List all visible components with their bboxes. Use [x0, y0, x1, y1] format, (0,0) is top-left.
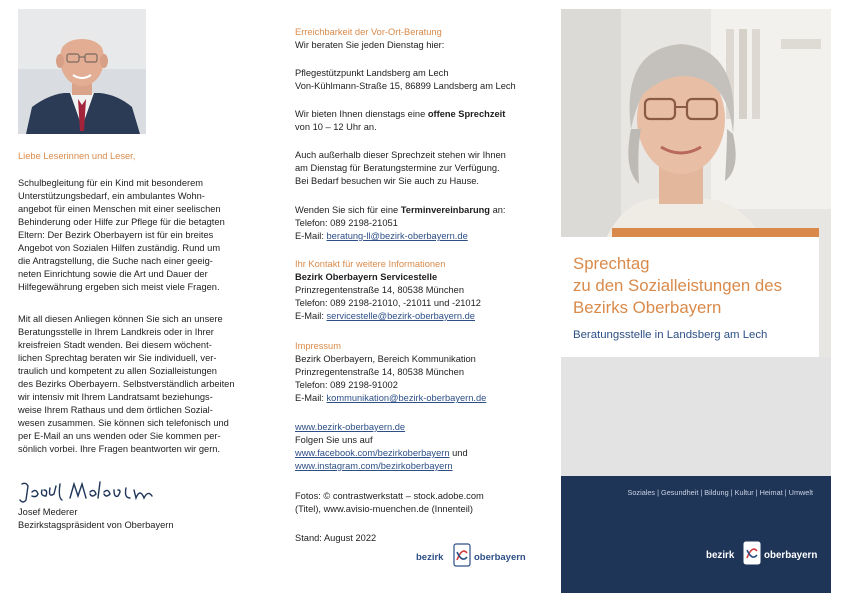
- contact-phone: Telefon: 089 2198-21010, -21011 und -21012: [295, 298, 481, 308]
- photo-credits-line: (Titel), www.avisio-muenchen.de (Innenteil): [295, 504, 473, 514]
- body-paragraph-line: traulich und kompetent zu allen Sozialleistungen: [18, 366, 217, 376]
- body-paragraph-line: per E-Mail an uns wenden oder Sie kommen per-: [18, 431, 221, 441]
- body-paragraph-line: weise Ihrem Rathaus und dem örtlichen Sozial-: [18, 405, 213, 415]
- email-label: E-Mail:: [295, 393, 327, 403]
- intro-paragraph-line: die Antragstellung, die Suche nach einer geeig-: [18, 256, 213, 266]
- signer-name: Josef Mederer: [18, 507, 78, 517]
- location-address: Von-Kühlmann-Straße 15, 86899 Landsberg am Lech: [295, 81, 516, 91]
- body-paragraph-line: kreisfreien Stadt wenden. Bei diesem wöchent-: [18, 340, 212, 350]
- intro-paragraph-line: Angebot von Sozialen Hilfen zuständig. Rund um: [18, 243, 221, 253]
- intro-paragraph-line: neten Einrichtung sowie die Art und Dauer der: [18, 269, 208, 279]
- outside-hours-line: Bei Bedarf besuchen wir Sie auch zu Hause.: [295, 176, 479, 186]
- contact-email-link[interactable]: servicestelle@bezirk-oberbayern.de: [326, 311, 475, 321]
- contact-name-bold: Bezirk Oberbayern Servicestelle: [295, 272, 438, 282]
- facebook-line: [295, 447, 468, 460]
- facebook-link[interactable]: www.facebook.com/bezirkoberbayern: [295, 448, 450, 458]
- body-paragraph-line: lichen Sprechtag beraten wir Sie individuell, ver-: [18, 353, 217, 363]
- orange-accent-bar: [612, 228, 819, 237]
- cover-title-line: zu den Sozialleistungen des: [573, 276, 782, 295]
- contact-name: [295, 271, 437, 284]
- reach-heading: Erreichbarkeit der Vor-Ort-Beratung: [295, 27, 442, 37]
- logo-left-text: bezirk: [706, 550, 735, 561]
- imprint-email-link[interactable]: kommunikation@bezirk-oberbayern.de: [326, 393, 487, 403]
- intro-paragraph-line: Behinderung oder Hilfe zur Pflege für die betagten: [18, 217, 225, 227]
- body-paragraph-line: Beratungsstelle in Ihrem Landkreis oder in Ihrer: [18, 327, 214, 337]
- bezirk-emblem-icon: [454, 544, 470, 566]
- body-paragraph-line: wesen zusammen. Sie können sich telefonisch und: [18, 418, 229, 428]
- photo-credits-line: Fotos: © contrastwerkstatt – stock.adobe.com: [295, 491, 484, 501]
- cover-footer: [561, 476, 831, 593]
- contact-heading: Ihr Kontakt für weitere Informationen: [295, 259, 446, 269]
- appointment-email-link[interactable]: beratung-ll@bezirk-oberbayern.de: [326, 231, 468, 241]
- status-date: Stand: August 2022: [295, 533, 377, 543]
- website-link[interactable]: www.bezirk-oberbayern.de: [295, 422, 406, 432]
- appointment-bold: Terminvereinbarung: [400, 205, 490, 215]
- cover-subtitle: Beratungsstelle in Landsberg am Lech: [573, 329, 768, 341]
- office-hours-time: von 10 – 12 Uhr an.: [295, 122, 377, 132]
- body-paragraph-line: Mit all diesen Anliegen können Sie sich an unsere: [18, 314, 223, 324]
- imprint-phone: Telefon: 089 2198-91002: [295, 380, 398, 390]
- outside-hours-line: Auch außerhalb dieser Sprechzeit stehen wir Ihnen: [295, 150, 506, 160]
- imprint-line: Bezirk Oberbayern, Bereich Kommunikation: [295, 354, 476, 364]
- logo-left-text: bezirk: [416, 552, 444, 563]
- cover-title-card: [561, 237, 819, 357]
- appointment-text: Wenden Sie sich für eine: [295, 205, 401, 215]
- office-hours-bold: offene Sprechzeit: [427, 109, 506, 119]
- cover-title-line: Sprechtag: [573, 254, 650, 273]
- office-hours-text: Wir bieten Ihnen dienstags eine: [295, 109, 428, 119]
- intro-paragraph-line: Unterstützungsbedarf, ein ambulantes Wohn-: [18, 191, 205, 201]
- appointment-email-line: [295, 230, 468, 243]
- signer-title: Bezirkstagspräsident von Oberbayern: [18, 520, 174, 530]
- body-paragraph-line: sönlich vorbei. Ihre Fragen beantworten wir gern.: [18, 444, 221, 454]
- logo-right-text: oberbayern: [474, 552, 526, 563]
- logo-right-text: oberbayern: [764, 550, 818, 561]
- portrait-photo: [18, 9, 146, 134]
- imprint-email-line: [295, 392, 486, 405]
- bezirk-emblem-icon: [744, 542, 760, 564]
- appointment-line: [295, 204, 506, 217]
- location-name: Pflegestützpunkt Landsberg am Lech: [295, 68, 449, 78]
- contact-email-line: [295, 310, 475, 323]
- cover-gray-band: [561, 357, 831, 476]
- instagram-link[interactable]: www.instagram.com/bezirkoberbayern: [295, 461, 453, 471]
- office-hours-line: [295, 108, 505, 121]
- outside-hours-line: am Dienstag für Beratungstermine zur Verfügung.: [295, 163, 500, 173]
- email-label: E-Mail:: [295, 231, 327, 241]
- intro-paragraph-line: Hilfegewährung ergeben sich meist viele Fragen.: [18, 282, 220, 292]
- contact-address: Prinzregentenstraße 14, 80538 München: [295, 285, 465, 295]
- reach-intro: Wir beraten Sie jeden Dienstag hier:: [295, 40, 445, 50]
- topic-tags: Soziales | Gesundheit | Bildung | Kultur | Heimat | Umwelt: [627, 488, 813, 497]
- imprint-line: Prinzregentenstraße 14, 80538 München: [295, 367, 465, 377]
- appointment-phone: Telefon: 089 2198-21051: [295, 218, 398, 228]
- follow-text: Folgen Sie uns auf: [295, 435, 373, 445]
- greeting: Liebe Leserinnen und Leser,: [18, 151, 136, 161]
- imprint-heading: Impressum: [295, 341, 341, 351]
- intro-paragraph-line: angebot für einen Menschen mit einer seelischen: [18, 204, 221, 214]
- inner-left-panel: [0, 0, 280, 595]
- body-paragraph-line: des Bezirks Oberbayern. Selbstverständlich arbeiten: [18, 379, 235, 389]
- bezirk-logo-small: [416, 541, 536, 576]
- intro-paragraph-line: Schulbegleitung für ein Kind mit besonderem: [18, 178, 204, 188]
- and-text: und: [449, 448, 468, 458]
- body-paragraph-line: wir intensiv mit Ihrem Landratsamt beziehungs-: [18, 392, 213, 402]
- intro-paragraph-line: Eltern: Der Bezirk Oberbayern ist für ein breites: [18, 230, 214, 240]
- bezirk-logo-large: [706, 539, 826, 574]
- email-label: E-Mail:: [295, 311, 327, 321]
- appointment-post: an:: [489, 205, 506, 215]
- cover-title-line: Bezirks Oberbayern: [573, 298, 722, 317]
